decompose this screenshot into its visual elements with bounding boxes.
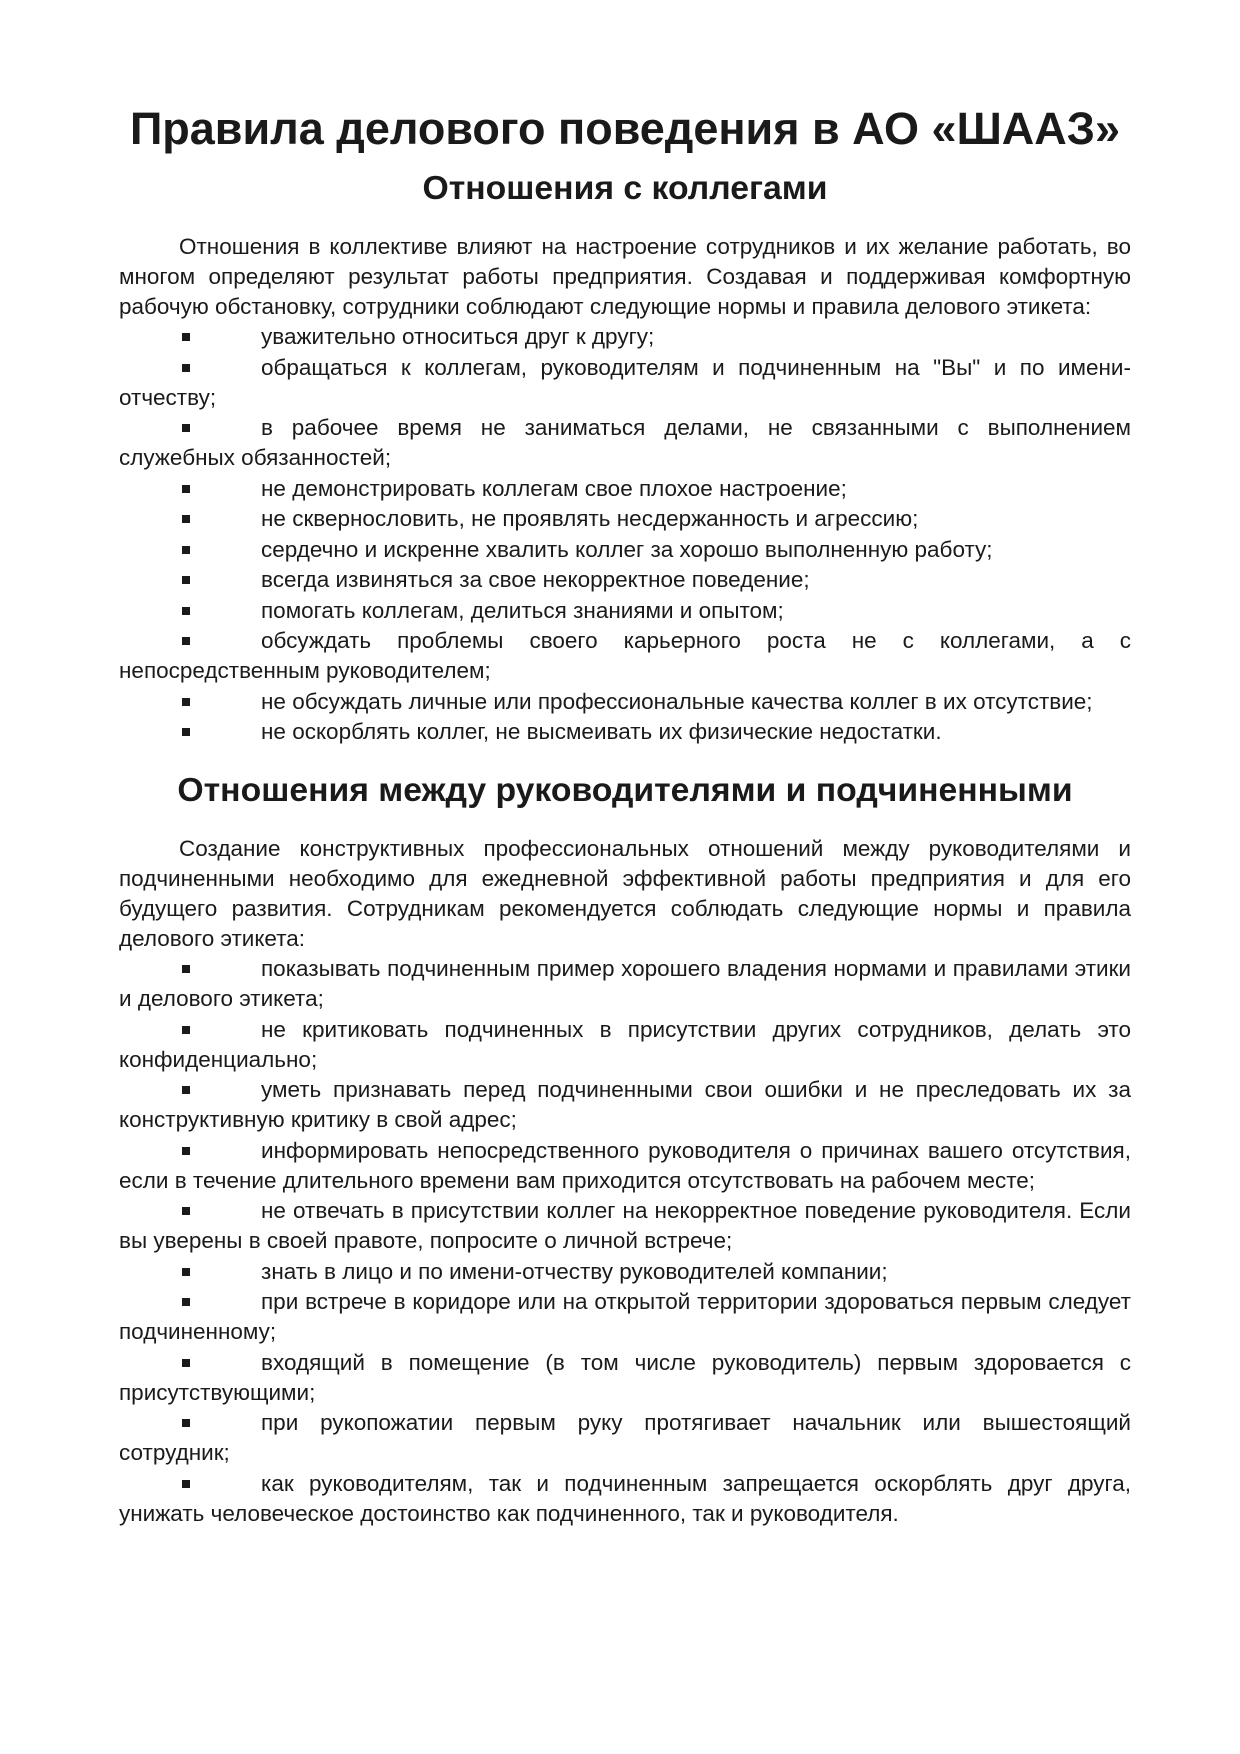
document-page xyxy=(119,103,1131,1529)
section-intro-colleagues: Отношения в коллективе влияют на настроение сотрудников и их желание работать, во многом определяют результат работы предприятия. Создавая и поддерживая комфортную рабочую обстановку, сотрудники соблюдают следующие нормы и правила делового этикета: xyxy=(119,234,1131,319)
list-item xyxy=(119,413,1131,473)
square-bullet-icon xyxy=(182,576,190,584)
list-item-text: не сквернословить, не проявлять несдержанность и агрессию; xyxy=(261,506,919,531)
list-item xyxy=(119,1136,1131,1196)
list-item-text: помогать коллегам, делиться знаниями и опытом; xyxy=(261,597,784,623)
square-bullet-icon xyxy=(182,1268,190,1276)
list-item-text: не критиковать подчиненных в присутствии других сотрудников, делать это конфиденциально; xyxy=(119,1016,1131,1072)
list-item-text: информировать непосредственного руководителя о причинах вашего отсутствия, если в течение длительного времени вам приходится отсутствовать на рабочем месте; xyxy=(119,1137,1131,1193)
list-item-text: входящий в помещение (в том числе руководитель) первым здоровается с присутствующими; xyxy=(119,1349,1131,1405)
list-item xyxy=(119,1408,1131,1468)
list-item-text: не обсуждать личные или профессиональные качества коллег в их отсутствие; xyxy=(261,688,1093,714)
square-bullet-icon xyxy=(182,515,190,523)
list-item xyxy=(119,1348,1131,1408)
list-item-text: как руководителям, так и подчиненным запрещается оскорблять друг друга, унижать человеческое достоинство как подчиненного, так и руководителя. xyxy=(119,1470,1131,1526)
square-bullet-icon xyxy=(182,364,190,372)
square-bullet-icon xyxy=(182,546,190,554)
bullet-list-colleagues xyxy=(119,322,1131,747)
list-item xyxy=(119,1257,1131,1287)
list-item-text: знать в лицо и по имени-отчеству руководителей компании; xyxy=(261,1258,888,1284)
list-item xyxy=(119,535,1131,565)
list-item xyxy=(119,1075,1131,1135)
list-item xyxy=(119,626,1131,686)
list-item xyxy=(119,474,1131,504)
square-bullet-icon xyxy=(182,1147,190,1155)
list-item-text: показывать подчиненным пример хорошего владения нормами и правилами этики и делового этикета; xyxy=(119,956,1131,1011)
list-item-text: не оскорблять коллег, не высмеивать их физические недостатки. xyxy=(261,719,942,744)
square-bullet-icon xyxy=(182,637,190,645)
list-item xyxy=(119,954,1131,1014)
list-item xyxy=(119,1469,1131,1529)
square-bullet-icon xyxy=(182,607,190,615)
square-bullet-icon xyxy=(182,485,190,493)
section-intro-managers: Создание конструктивных профессиональных отношений между руководителями и подчиненными необходимо для ежедневной эффективной работы предприятия и для его будущего развития. Сотрудникам рекомендуется соблюдать следующие нормы и правила делового этикета: xyxy=(119,836,1131,951)
list-item-text: не демонстрировать коллегам свое плохое настроение; xyxy=(261,475,847,501)
square-bullet-icon xyxy=(182,333,190,341)
list-item xyxy=(119,687,1131,717)
square-bullet-icon xyxy=(182,965,190,973)
square-bullet-icon xyxy=(182,698,190,706)
list-item-text: сердечно и искренне хвалить коллег за хорошо выполненную работу; xyxy=(261,536,993,562)
square-bullet-icon xyxy=(182,1298,190,1306)
square-bullet-icon xyxy=(182,424,190,432)
square-bullet-icon xyxy=(182,1207,190,1215)
list-item xyxy=(119,1287,1131,1347)
square-bullet-icon xyxy=(182,1026,190,1034)
list-item xyxy=(119,565,1131,595)
list-item-text: обращаться к коллегам, руководителям и подчиненным на "Вы" и по имени-отчеству; xyxy=(119,354,1131,410)
square-bullet-icon xyxy=(182,728,190,736)
square-bullet-icon xyxy=(182,1086,190,1094)
list-item xyxy=(119,322,1131,352)
bullet-list-managers xyxy=(119,954,1131,1529)
list-item xyxy=(119,504,1131,534)
list-item-text: в рабочее время не заниматься делами, не связанными с выполнением служебных обязанностей; xyxy=(119,415,1131,470)
list-item-text: не отвечать в присутствии коллег на некорректное поведение руководителя. Если вы уверены в своей правоте, попросите о личной встрече; xyxy=(119,1198,1131,1253)
list-item-text: при рукопожатии первым руку протягивает начальник или вышестоящий сотрудник; xyxy=(119,1410,1131,1465)
square-bullet-icon xyxy=(182,1419,190,1427)
list-item xyxy=(119,1196,1131,1256)
section-heading-colleagues: Отношения с коллегами xyxy=(422,169,828,207)
section-heading-managers: Отношения между руководителями и подчиненными xyxy=(177,771,1073,809)
list-item xyxy=(119,717,1131,747)
list-item-text: уметь признавать перед подчиненными свои ошибки и не преследовать их за конструктивную критику в свой адрес; xyxy=(119,1077,1131,1132)
list-item-text: всегда извиняться за свое некорректное поведение; xyxy=(261,567,810,592)
list-item xyxy=(119,596,1131,626)
square-bullet-icon xyxy=(182,1359,190,1367)
list-item-text: обсуждать проблемы своего карьерного роста не с коллегами, а с непосредственным руководителем; xyxy=(119,628,1131,683)
list-item-text: при встрече в коридоре или на открытой территории здороваться первым следует подчиненному; xyxy=(119,1289,1131,1344)
document-title: Правила делового поведения в АО «ШААЗ» xyxy=(129,103,1121,154)
list-item xyxy=(119,353,1131,413)
square-bullet-icon xyxy=(182,1480,190,1488)
list-item xyxy=(119,1015,1131,1075)
list-item-text: уважительно относиться друг к другу; xyxy=(261,324,655,349)
